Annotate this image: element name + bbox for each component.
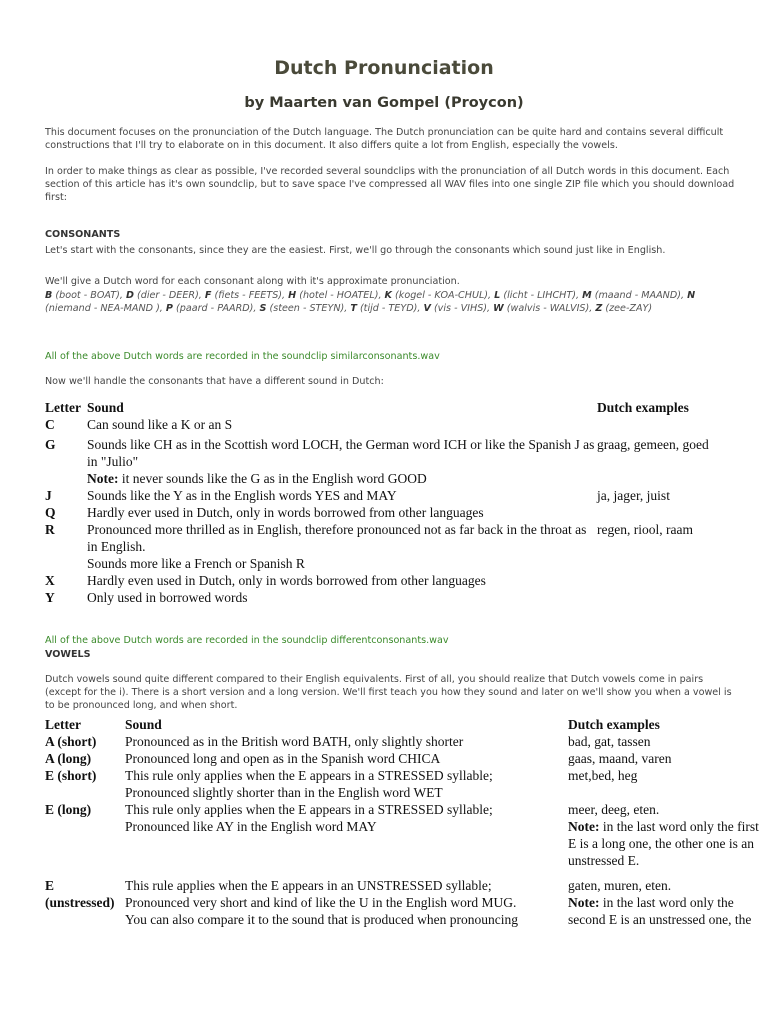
sound-note <box>87 470 597 487</box>
letter-text: E <box>45 878 55 893</box>
letter-cell: E (long) <box>45 802 92 817</box>
sound-cell <box>87 436 597 487</box>
table-row <box>45 589 765 606</box>
consonant-example: (vis - VIHS), <box>430 303 494 314</box>
intro-paragraph-1: This document focuses on the pronunciation of the Dutch language. The Dutch pronunciation can be quite hard and contains several difficult constructions that I'll try to elaborate on in this document. It also differs quite a lot from English, especially the vowels. <box>45 127 724 151</box>
examples-cell <box>597 416 765 436</box>
consonant-letter: Z <box>595 303 603 314</box>
examples-cell <box>597 589 765 606</box>
letter-cell: G <box>45 437 56 452</box>
table-row <box>45 733 768 750</box>
sound-cell: Pronounced long and open as in the Spanish word CHICA <box>124 751 441 766</box>
examples-cell <box>597 504 765 521</box>
consonant-letter: K <box>384 290 392 301</box>
sound-text: Pronounced more thrilled as in English, therefore pronounced not as far back in the throat as in English. <box>87 522 587 554</box>
table-row <box>45 487 765 504</box>
table-row <box>45 416 765 436</box>
table-row <box>45 436 765 487</box>
consonant-letter: V <box>423 303 431 314</box>
sound-text-2: Pronounced slightly shorter than in the English word WET <box>124 785 443 800</box>
consonant-letter: P <box>165 303 173 314</box>
consonant-example: (paard - PAARD), <box>172 303 260 314</box>
sound-cell: Sounds like the Y as in the English words YES and MAY <box>87 488 397 503</box>
consonant-letter: F <box>204 290 212 301</box>
sound-text-2: Sounds more like a French or Spanish R <box>87 556 305 571</box>
consonant-example: (maand - MAAND), <box>591 290 688 301</box>
sound-text: This rule only applies when the E appears in a STRESSED syllable; <box>124 768 493 783</box>
letter-cell: Q <box>45 505 56 520</box>
note-label: Note: <box>87 471 119 486</box>
table-header-row <box>45 716 768 733</box>
letter-cell: Y <box>45 590 55 605</box>
sound-cell: Can sound like a K or an S <box>87 417 233 432</box>
letter-cell: E (short) <box>45 768 97 783</box>
letter-cell: A (short) <box>45 734 97 749</box>
consonant-example: (steen - STEYN), <box>266 303 351 314</box>
consonant-letter: D <box>125 290 134 301</box>
consonant-example: (niemand - NEA-MAND ), <box>45 303 166 314</box>
examples-note <box>568 818 768 869</box>
letter-cell: J <box>45 488 52 503</box>
letter-text-2: (unstressed) <box>45 895 115 910</box>
examples-cell: gaas, maand, varen <box>568 751 672 766</box>
consonant-letter: L <box>494 290 501 301</box>
examples-cell <box>568 869 768 928</box>
examples-cell: bad, gat, tassen <box>568 734 651 749</box>
header-sound: Sound <box>124 717 162 732</box>
header-examples: Dutch examples <box>568 717 660 732</box>
letter-cell <box>45 869 125 928</box>
different-consonants-intro: Now we'll handle the consonants that have a different sound in Dutch: <box>45 376 384 387</box>
table-row <box>45 572 765 589</box>
document-subtitle: by Maarten van Gompel (Proycon) <box>244 95 524 111</box>
sound-text: This rule only applies when the E appears in a STRESSED syllable; <box>124 802 493 817</box>
sound-cell <box>125 767 568 801</box>
vowels-table <box>45 716 768 928</box>
sound-cell: Only used in borrowed words <box>87 590 248 605</box>
consonant-example: (zee-ZAY) <box>602 303 653 314</box>
table-row <box>45 750 768 767</box>
soundclip-note-different: All of the above Dutch words are recorded in the soundclip differentconsonants.wav <box>45 635 449 646</box>
consonant-letter: N <box>687 290 696 301</box>
similar-consonants-list <box>45 289 735 315</box>
sound-cell <box>87 521 597 572</box>
note-label: Note: <box>568 819 600 834</box>
consonant-letter: B <box>45 290 53 301</box>
document-title: Dutch Pronunciation <box>274 57 494 79</box>
table-row <box>45 801 768 869</box>
consonant-example: (walvis - WALVIS), <box>503 303 596 314</box>
consonant-letter: M <box>582 290 592 301</box>
letter-cell: A (long) <box>45 751 92 766</box>
sound-text-3: You can also compare it to the sound that is produced when pronouncing <box>124 912 519 927</box>
examples-text: gaten, muren, eten. <box>568 878 672 893</box>
sound-text: This rule applies when the E appears in an UNSTRESSED syllable; <box>124 878 492 893</box>
examples-cell: ja, jager, juist <box>597 488 670 503</box>
consonant-example: (fiets - FEETS), <box>211 290 289 301</box>
sound-text: Sounds like CH as in the Scottish word LOCH, the German word ICH or like the Spanish J as in "Julio" <box>87 437 595 469</box>
table-row <box>45 521 765 572</box>
note-text: in the last word only the second E is an unstressed one, the <box>568 895 752 927</box>
consonant-letter: T <box>350 303 357 314</box>
intro-paragraph-2: In order to make things as clear as possible, I've recorded several soundclips with the pronunciation of all Dutch words in this document. Each section of this article has it's own soundclip, but to save space I've compressed all WAV files into one single ZIP file which you should download first: <box>45 166 735 203</box>
vowels-heading: VOWELS <box>45 649 91 660</box>
consonant-example: (boot - BOAT), <box>52 290 126 301</box>
consonant-example: (dier - DEER), <box>133 290 205 301</box>
letter-cell: R <box>45 522 55 537</box>
table-row <box>45 869 768 928</box>
consonants-heading: CONSONANTS <box>45 229 121 240</box>
vowels-intro: Dutch vowels sound quite different compared to their English equivalents. First of all, you should realize that Dutch vowels come in pairs (except for the i). There is a short version and a long version. We'll first teach you how they sound and later on we'll show you when a vowel is to be pronounced long, and when short. <box>45 674 732 711</box>
consonants-explanation: We'll give a Dutch word for each consonant along with it's approximate pronunciation. <box>45 276 460 287</box>
consonants-table <box>45 399 765 606</box>
header-sound: Sound <box>87 400 124 415</box>
note-label: Note: <box>568 895 600 910</box>
header-examples: Dutch examples <box>597 400 689 415</box>
examples-cell <box>568 801 768 869</box>
sound-cell: Hardly even used in Dutch, only in words borrowed from other languages <box>87 573 486 588</box>
note-text: in the last word only the first E is a long one, the other one is an unstressed E. <box>568 819 759 868</box>
header-letter: Letter <box>45 717 81 732</box>
consonant-letter: S <box>259 303 267 314</box>
examples-cell <box>597 572 765 589</box>
examples-cell: met,bed, heg <box>568 768 638 783</box>
examples-cell: regen, riool, raam <box>597 522 693 537</box>
table-header-row <box>45 399 765 416</box>
examples-cell: graag, gemeen, goed <box>597 437 709 452</box>
table-row <box>45 767 768 801</box>
consonant-letter: W <box>493 303 504 314</box>
consonant-example: (licht - LIHCHT), <box>500 290 583 301</box>
letter-cell: C <box>45 417 55 432</box>
sound-cell <box>125 869 568 928</box>
consonant-example: (tijd - TEYD), <box>356 303 424 314</box>
header-letter: Letter <box>45 400 81 415</box>
consonants-intro: Let's start with the consonants, since they are the easiest. First, we'll go through the consonants which sound just like in English. <box>45 245 666 256</box>
examples-text: meer, deeg, eten. <box>568 802 660 817</box>
table-row <box>45 504 765 521</box>
sound-text-2: Pronounced very short and kind of like the U in the English word MUG. <box>124 895 517 910</box>
note-text: it never sounds like the G as in the English word GOOD <box>118 471 427 486</box>
sound-text-2: Pronounced like AY in the English word MAY <box>124 819 377 834</box>
consonant-letter: H <box>288 290 297 301</box>
soundclip-note-similar: All of the above Dutch words are recorded in the soundclip similarconsonants.wav <box>45 351 440 362</box>
sound-cell <box>125 801 568 869</box>
examples-note <box>568 894 768 928</box>
sound-cell: Hardly ever used in Dutch, only in words borrowed from other languages <box>87 505 484 520</box>
letter-cell: X <box>45 573 55 588</box>
consonant-example: (hotel - HOATEL), <box>296 290 385 301</box>
sound-cell: Pronounced as in the British word BATH, only slightly shorter <box>124 734 464 749</box>
consonant-example: (kogel - KOA-CHUL), <box>391 290 495 301</box>
